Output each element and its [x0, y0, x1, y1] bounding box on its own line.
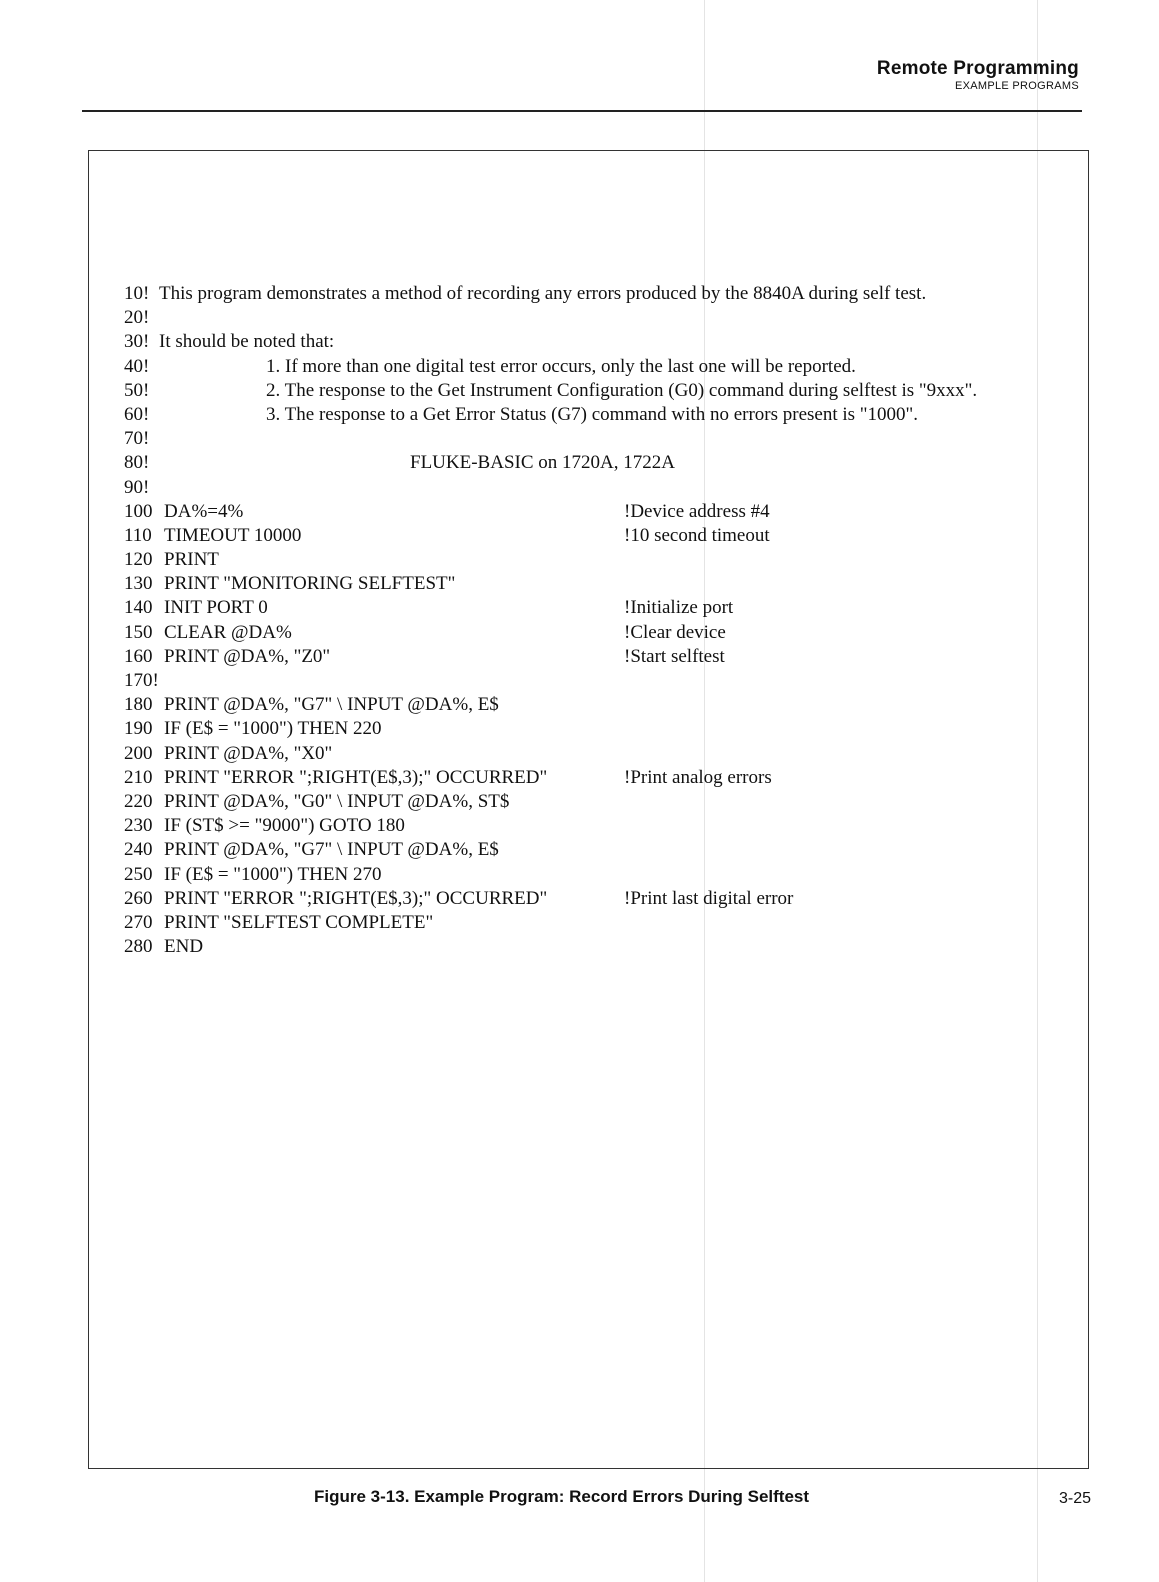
program-line	[124, 379, 1084, 403]
program-line	[124, 476, 1084, 500]
note-text: 2. The response to the Get Instrument Configuration (G0) command during selftest is "9xxx".	[266, 379, 978, 401]
statement-text: PRINT	[164, 549, 219, 571]
statement-text: DA%=4%	[164, 500, 244, 522]
statement-text: TIMEOUT 10000	[164, 524, 302, 546]
listing-heading: FLUKE-BASIC on 1720A, 1722A	[410, 452, 675, 474]
program-line	[124, 524, 1084, 548]
program-line	[124, 500, 1084, 524]
statement-text: PRINT @DA%, "Z0"	[164, 645, 331, 667]
running-header-title: Remote Programming	[876, 58, 1079, 79]
line-number: 150	[124, 621, 153, 643]
statement-text: IF (E$ = "1000") THEN 220	[164, 718, 382, 740]
line-number: 90!	[124, 476, 150, 498]
line-number: 30!	[124, 331, 150, 353]
program-line	[124, 766, 1084, 790]
program-line	[124, 548, 1084, 572]
statement-text: PRINT @DA%, "G0" \ INPUT @DA%, ST$	[164, 790, 510, 812]
program-line	[124, 717, 1084, 741]
program-line	[124, 935, 1084, 959]
program-line	[124, 790, 1084, 814]
line-number: 170!	[124, 670, 159, 691]
program-line	[124, 355, 1084, 379]
program-line	[124, 814, 1084, 838]
line-number: 180	[124, 694, 153, 716]
statement-text: IF (E$ = "1000") THEN 270	[164, 863, 382, 885]
line-number: 80!	[124, 452, 150, 474]
line-number: 40!	[124, 355, 150, 377]
line-number: 220	[124, 790, 153, 812]
statement-text: PRINT @DA%, "G7" \ INPUT @DA%, E$	[164, 839, 499, 861]
running-header-subtitle: EXAMPLE PROGRAMS	[955, 80, 1079, 92]
program-line	[124, 669, 1084, 693]
line-number: 110	[124, 524, 152, 546]
note-text: 1. If more than one digital test error occurs, only the last one will be reported.	[266, 355, 856, 377]
inline-comment: !Clear device	[624, 621, 726, 643]
inline-comment: !Device address #4	[624, 500, 770, 522]
line-number: 240	[124, 839, 153, 861]
program-line	[124, 887, 1084, 911]
inline-comment: !Print last digital error	[624, 887, 794, 909]
line-number: 250	[124, 863, 153, 885]
program-line	[124, 596, 1084, 620]
line-number: 20!	[124, 307, 150, 329]
line-number: 190	[124, 718, 153, 740]
line-number: 140	[124, 597, 153, 619]
line-number: 10!	[124, 283, 150, 304]
line-number: 270	[124, 911, 153, 933]
line-number: 160	[124, 645, 153, 667]
program-line	[124, 451, 1084, 475]
line-number: 100	[124, 500, 153, 522]
statement-text: PRINT "ERROR ";RIGHT(E$,3);" OCCURRED"	[164, 887, 548, 909]
inline-comment: !Initialize port	[624, 597, 734, 619]
program-line	[124, 306, 1084, 330]
statement-text: This program demonstrates a method of recording any errors produced by the 8840A during self test.	[159, 283, 927, 304]
program-line	[124, 572, 1084, 596]
page-number: 3-25	[1058, 1490, 1091, 1507]
statement-text: PRINT "MONITORING SELFTEST"	[164, 573, 456, 595]
statement-text: CLEAR @DA%	[164, 621, 292, 643]
figure-caption: Figure 3-13. Example Program: Record Errors During Selftest	[314, 1487, 810, 1506]
header-rule	[82, 110, 1082, 112]
program-line	[124, 427, 1084, 451]
line-number: 70!	[124, 428, 150, 450]
program-line	[124, 645, 1084, 669]
statement-text: PRINT @DA%, "X0"	[164, 742, 333, 764]
statement-text: END	[164, 936, 204, 958]
program-line	[124, 863, 1084, 887]
program-line	[124, 693, 1084, 717]
statement-text: PRINT "SELFTEST COMPLETE"	[164, 911, 434, 933]
inline-comment: !10 second timeout	[624, 524, 770, 546]
line-number: 200	[124, 742, 153, 764]
line-number: 260	[124, 887, 153, 909]
note-text: 3. The response to a Get Error Status (G7) command with no errors present is "1000".	[266, 403, 919, 425]
statement-text: INIT PORT 0	[164, 597, 268, 619]
inline-comment: !Print analog errors	[624, 766, 772, 788]
statement-text: IF (ST$ >= "9000") GOTO 180	[164, 815, 405, 837]
program-line	[124, 838, 1084, 862]
program-line	[124, 911, 1084, 935]
line-number: 230	[124, 815, 153, 837]
line-number: 50!	[124, 379, 150, 401]
line-number: 130	[124, 573, 153, 595]
line-number: 280	[124, 936, 153, 958]
program-line	[124, 403, 1084, 427]
program-listing	[124, 282, 1084, 959]
program-line	[124, 330, 1084, 354]
program-line	[124, 282, 1084, 306]
line-number: 210	[124, 766, 153, 788]
statement-text: PRINT "ERROR ";RIGHT(E$,3);" OCCURRED"	[164, 766, 548, 788]
line-number: 60!	[124, 403, 150, 425]
program-line	[124, 742, 1084, 766]
line-number: 120	[124, 549, 153, 571]
program-line	[124, 621, 1084, 645]
statement-text: PRINT @DA%, "G7" \ INPUT @DA%, E$	[164, 694, 499, 716]
statement-text: It should be noted that:	[159, 331, 335, 353]
inline-comment: !Start selftest	[624, 645, 725, 667]
